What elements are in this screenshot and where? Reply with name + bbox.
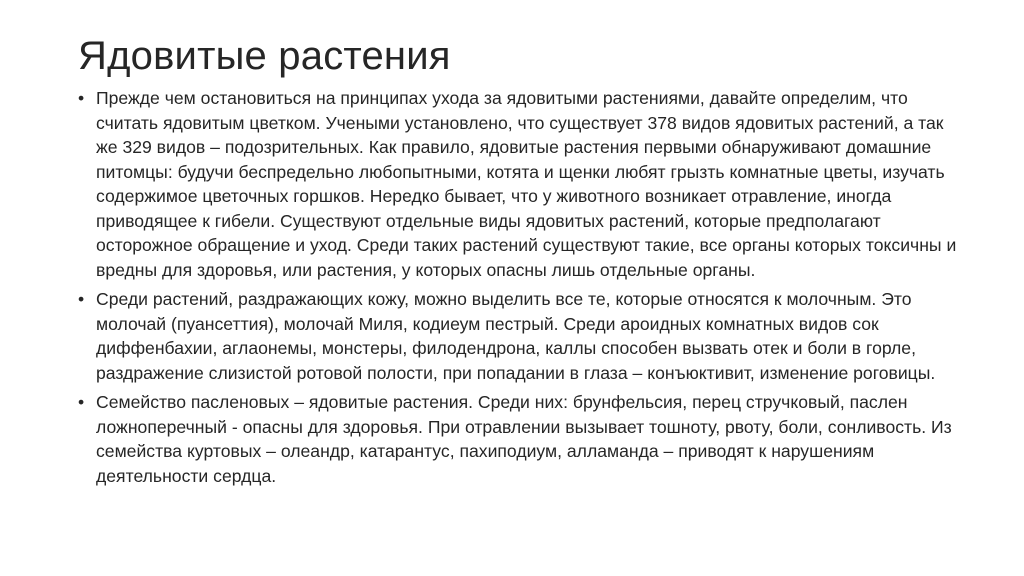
- bullet-list: [78, 86, 958, 493]
- bullet-item: [78, 86, 958, 282]
- bullet-item: [78, 390, 958, 488]
- bullet-icon: •: [78, 289, 85, 309]
- bullet-icon: •: [78, 392, 85, 412]
- bullet-text: Среди растений, раздражающих кожу, можно выделить все те, которые относятся к молочным. Это молочай (пуансеттия), молочай Миля, кодиеум пестрый. Среди ароидных комнатных видов сок диффенбахии, аглаонемы, монстеры, филодендрона, каллы способен вызвать отек и боли в горле, раздражение слизистой ротовой полости, при попадании в глаза – конъюктивит, изменение роговицы.: [96, 289, 936, 383]
- bullet-text: Семейство пасленовых – ядовитые растения. Среди них: брунфельсия, перец стручковый, паслен ложноперечный - опасны для здоровья. При отравлении вызывает тошноту, рвоту, боли, сонливость. Из семейства куртовых – олеандр, катарантус, пахиподиум, алламанда – приводят к нарушениям деятельности сердца.: [96, 392, 952, 486]
- bullet-item: [78, 287, 958, 385]
- bullet-text: Прежде чем остановиться на принципах ухода за ядовитыми растениями, давайте определим, что считать ядовитым цветком. Учеными установлено, что существует 378 видов ядовитых растений, а так же 329 видов – подозрительных. Как правило, ядовитые растения первыми обнаруживают домашние питомцы: будучи беспредельно любопытными, котята и щенки любят грызть комнатные цветы, изучать содержимое цветочных горшков. Нередко бывает, что у животного возникает отравление, иногда приводящее к гибели. Существуют отдельные виды ядовитых растений, которые предполагают осторожное обращение и уход. Среди таких растений существуют такие, все органы которых токсичны и вредны для здоровья, или растения, у которых опасны лишь отдельные органы.: [96, 88, 957, 280]
- slide-title: Ядовитые растения: [78, 34, 451, 78]
- bullet-icon: •: [78, 88, 85, 108]
